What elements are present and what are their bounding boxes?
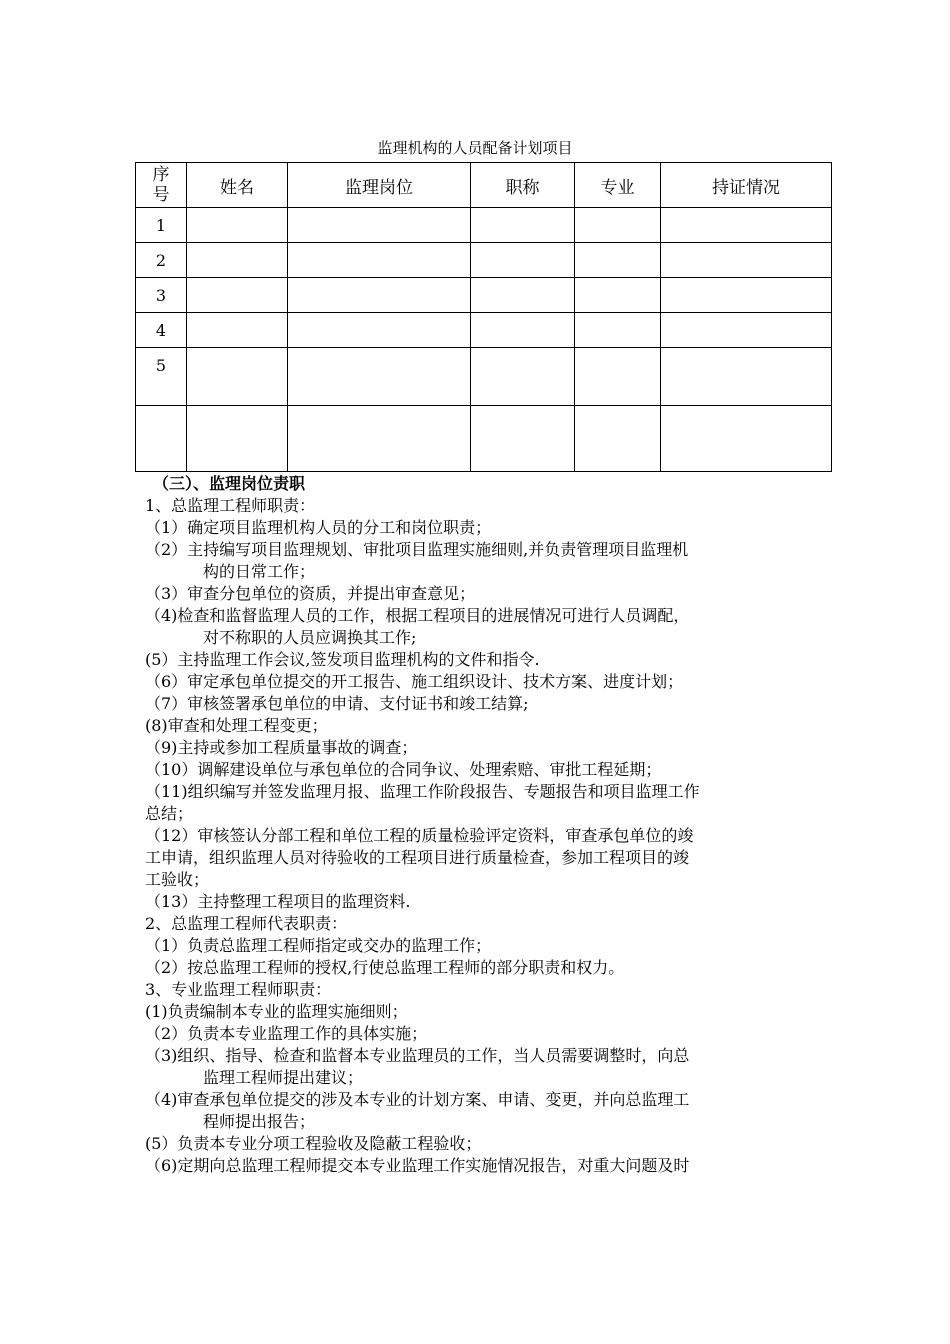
table-row (136, 278, 832, 313)
cell (661, 313, 832, 348)
cell (288, 243, 471, 278)
list-item: (5）主持监理工作会议,签发项目监理机构的文件和指令. (145, 650, 540, 669)
section-heading: （三）、监理岗位责职 (153, 474, 306, 493)
row-index: 2 (136, 243, 187, 278)
table-row (136, 406, 832, 472)
list-item: （2）负责本专业监理工作的具体实施； (145, 1024, 428, 1043)
list-item: (1)负责编制本专业的监理实施细则； (145, 1002, 408, 1021)
list-item: （2）主持编写项目监理规划、审批项目监理实施细则,并负责管理项目监理机 (145, 540, 689, 559)
table-row (136, 208, 832, 243)
cell (575, 208, 661, 243)
cell (471, 313, 575, 348)
cell (661, 406, 832, 472)
list-item: （12）审核签认分部工程和单位工程的质量检验评定资料，审查承包单位的竣 (145, 826, 694, 845)
cell (187, 278, 288, 313)
cell (288, 313, 471, 348)
cell (575, 313, 661, 348)
list-item: （10）调解建设单位与承包单位的合同争议、处理索赔、审批工程延期； (145, 760, 662, 779)
subheading: 2、总监理工程师代表职责： (145, 914, 348, 933)
col-header-position: 监理岗位 (288, 163, 471, 208)
cell (187, 406, 288, 472)
row-index: 1 (136, 208, 187, 243)
cell (575, 243, 661, 278)
col-header-title: 职称 (471, 163, 575, 208)
list-item: （3)组织、指导、检查和监督本专业监理员的工作，当人员需要调整时，向总 (145, 1046, 690, 1065)
list-item: （4)审查承包单位提交的涉及本专业的计划方案、申请、变更，并向总监理工 (145, 1090, 690, 1109)
cell (288, 406, 471, 472)
subheading: 3、专业监理工程师职责： (145, 980, 332, 999)
table-row (136, 243, 832, 278)
table-caption: 监理机构的人员配备计划项目 (377, 139, 573, 157)
list-item: （1）负责总监理工程师指定或交办的监理工作； (145, 936, 492, 955)
list-item-continuation: 工申请，组织监理人员对待验收的工程项目进行质量检查，参加工程项目的竣 (145, 848, 690, 867)
list-item: （3）审查分包单位的资质，并提出审查意见； (145, 584, 476, 603)
table-row (136, 313, 832, 348)
list-item-continuation: 构的日常工作； (203, 562, 316, 581)
cell (575, 348, 661, 406)
cell (187, 313, 288, 348)
cell (575, 278, 661, 313)
list-item-continuation: 工验收； (145, 870, 210, 889)
cell (288, 278, 471, 313)
cell (187, 348, 288, 406)
list-item: （11)组织编写并签发监理月报、监理工作阶段报告、专题报告和项目监理工作 (145, 782, 700, 801)
col-header-certificate: 持证情况 (661, 163, 832, 208)
cell (187, 208, 288, 243)
row-index: 3 (136, 278, 187, 313)
list-item: （13）主持整理工程项目的监理资料. (145, 892, 411, 911)
list-item: （2）按总监理工程师的授权,行使总监理工程师的部分职责和权力。 (145, 958, 625, 977)
staffing-table (135, 162, 832, 472)
row-index (136, 406, 187, 472)
table-header-row (136, 163, 832, 208)
table-row (136, 348, 832, 406)
subheading: 1、总监理工程师职责： (145, 496, 316, 515)
list-item: (8)审查和处理工程变更； (145, 716, 328, 735)
list-item: （1）确定项目监理机构人员的分工和岗位职责； (145, 518, 492, 537)
cell (661, 278, 832, 313)
cell (288, 208, 471, 243)
list-item: （4)检查和监督监理人员的工作，根据工程项目的进展情况可进行人员调配， (145, 606, 690, 625)
list-item-continuation: 对不称职的人员应调换其工作; (203, 628, 417, 647)
cell (288, 348, 471, 406)
cell (471, 208, 575, 243)
cell (187, 243, 288, 278)
row-index: 5 (136, 348, 187, 406)
list-item-continuation: 监理工程师提出建议； (203, 1068, 364, 1087)
cell (661, 348, 832, 406)
cell (471, 348, 575, 406)
cell (575, 406, 661, 472)
list-item-continuation: 总结； (145, 804, 194, 823)
col-header-specialty: 专业 (575, 163, 661, 208)
list-item: (5）负责本专业分项工程验收及隐蔽工程验收； (145, 1134, 482, 1153)
row-index: 4 (136, 313, 187, 348)
col-header-index: 序号 (136, 163, 187, 208)
list-item: （6）审定承包单位提交的开工报告、施工组织设计、技术方案、进度计划； (145, 672, 684, 691)
list-item: （7）审核签署承包单位的申请、支付证书和竣工结算; (145, 694, 529, 713)
duties-section (145, 473, 835, 1177)
cell (661, 208, 832, 243)
col-header-name: 姓名 (187, 163, 288, 208)
cell (471, 243, 575, 278)
list-item: （9)主持或参加工程质量事故的调查； (145, 738, 418, 757)
cell (471, 278, 575, 313)
list-item: （6)定期向总监理工程师提交本专业监理工作实施情况报告，对重大问题及时 (145, 1156, 690, 1175)
cell (661, 243, 832, 278)
cell (471, 406, 575, 472)
list-item-continuation: 程师提出报告； (203, 1112, 316, 1131)
